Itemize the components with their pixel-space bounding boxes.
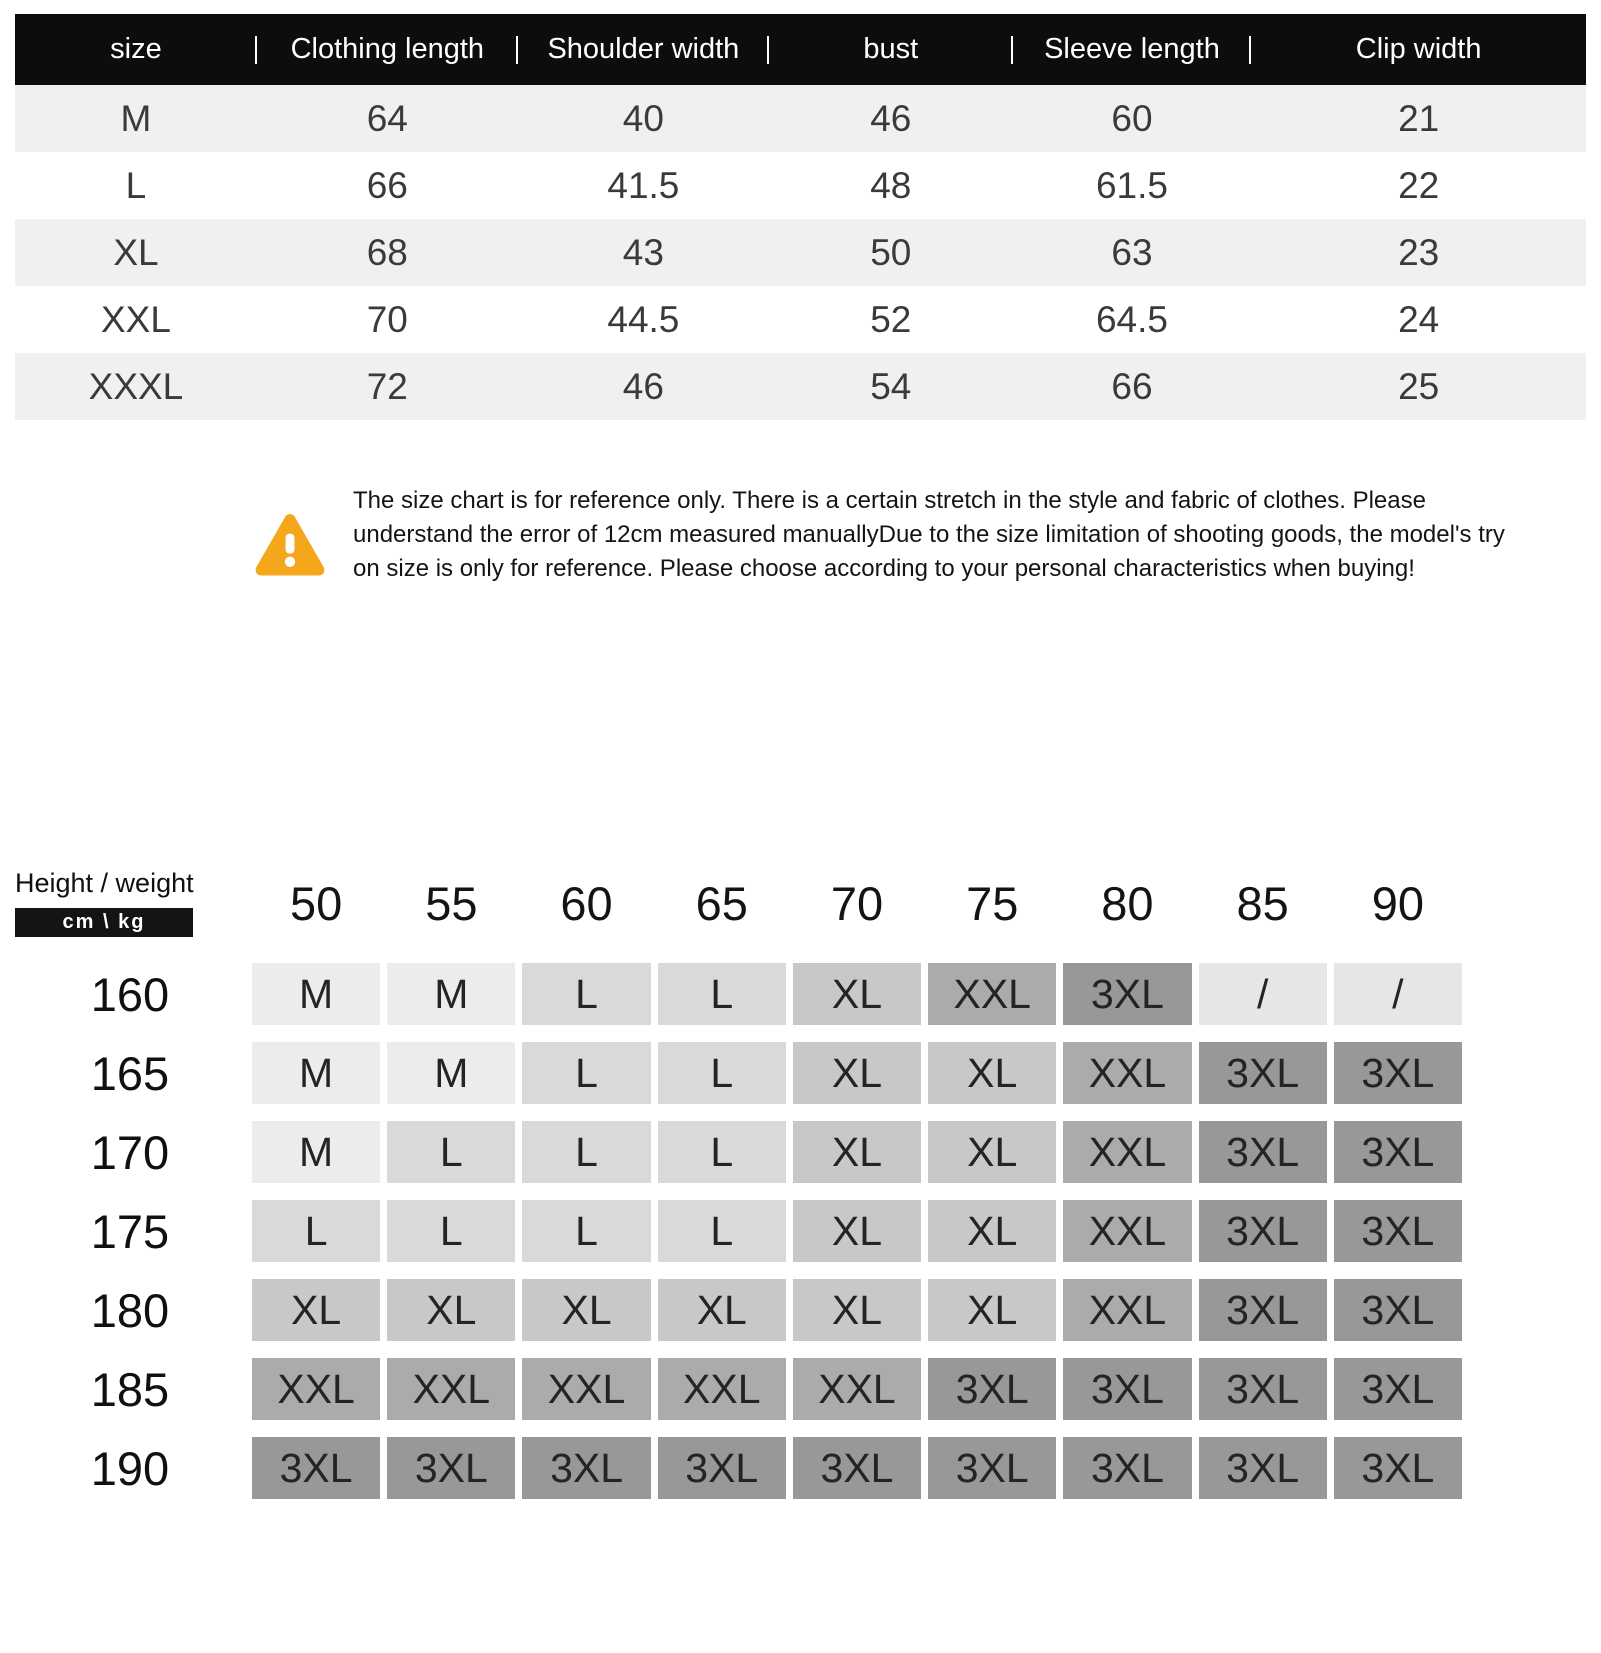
size-table-header-cell: size — [15, 14, 257, 85]
size-recommendation-cell: L — [387, 1121, 515, 1183]
measurement-cell: 64.5 — [1095, 298, 1168, 340]
weight-header-cell: 75 — [966, 876, 1019, 930]
measurement-cell: 60 — [1111, 97, 1153, 139]
size-recommendation-cell: XXL — [522, 1358, 650, 1420]
size-recommendation-cell: 3XL — [1334, 1437, 1462, 1499]
size-table-header-cell: Shoulder width — [518, 14, 769, 85]
measurement-cell: 24 — [1398, 298, 1440, 340]
size-table-row — [15, 152, 1586, 219]
weight-header-cell: 65 — [695, 876, 748, 930]
size-label-cell: XXXL — [88, 365, 184, 407]
height-weight-label: Height / weight — [15, 868, 194, 898]
notice-text: The size chart is for reference only. There is a certain stretch in the style and fabric of clothes. Please understand the error of 12cm measured manuallyDue to the size limitation of shooting goods, the model's try on size is only for reference. Please choose according to your personal characteristics when buying! — [353, 487, 1505, 582]
height-label-cell: 175 — [90, 1204, 170, 1258]
size-recommendation-cell: 3XL — [1199, 1437, 1327, 1499]
size-recommendation-cell: 3XL — [1334, 1121, 1462, 1183]
size-table-header-cell: Sleeve length — [1013, 14, 1252, 85]
measurement-cell: 21 — [1398, 97, 1440, 139]
weight-header-cell: 90 — [1371, 876, 1425, 930]
size-recommendation-cell: L — [522, 1200, 650, 1262]
size-recommendation-cell: XL — [928, 1121, 1056, 1183]
size-recommendation-cell: XL — [387, 1279, 515, 1341]
size-recommendation-cell: 3XL — [522, 1437, 650, 1499]
size-table-header-cell: Clip width — [1355, 33, 1482, 65]
unit-label: cm \ kg — [15, 908, 193, 937]
measurement-cell: 46 — [622, 365, 664, 407]
weight-header-cell: 60 — [560, 876, 613, 930]
measurement-cell: 72 — [366, 365, 408, 407]
measurement-cell: 44.5 — [607, 298, 680, 340]
size-recommendation-cell: XXL — [252, 1358, 380, 1420]
size-recommendation-cell: M — [252, 963, 380, 1025]
size-table-header-row — [15, 14, 1586, 85]
measurement-cell: 50 — [870, 231, 912, 273]
size-table-row — [15, 85, 1586, 152]
height-label-cell: 170 — [90, 1125, 170, 1179]
size-recommendation-cell: L — [522, 1121, 650, 1183]
measurement-cell: 46 — [870, 97, 912, 139]
size-recommendation-cell: L — [658, 1200, 786, 1262]
size-recommendation-cell: L — [387, 1200, 515, 1262]
weight-header-cell: 80 — [1101, 876, 1154, 930]
size-recommendation-cell: 3XL — [1199, 1042, 1327, 1104]
size-recommendation-cell: XXL — [1063, 1121, 1191, 1183]
measurement-cell: 23 — [1398, 231, 1440, 273]
measurement-cell: 48 — [870, 164, 912, 206]
measurement-cell: 64 — [366, 97, 408, 139]
size-label-cell: L — [125, 164, 147, 206]
size-table-header-cell: bust — [769, 14, 1013, 85]
measurement-cell: 43 — [622, 231, 664, 273]
size-recommendation-cell: XL — [793, 1121, 921, 1183]
size-recommendation-cell: XXL — [928, 963, 1056, 1025]
size-recommendation-cell: L — [658, 1042, 786, 1104]
size-recommendation-cell: 3XL — [1199, 1279, 1327, 1341]
size-recommendation-cell: XXL — [387, 1358, 515, 1420]
size-table-row — [15, 286, 1586, 353]
measurement-cell: 70 — [366, 298, 408, 340]
size-label-cell: XXL — [100, 298, 171, 340]
size-recommendation-cell: / — [1199, 963, 1327, 1025]
size-recommendation-cell: 3XL — [1199, 1358, 1327, 1420]
weight-header-cell: 55 — [425, 876, 478, 930]
size-recommendation-cell: XL — [793, 963, 921, 1025]
size-recommendation-cell: XXL — [1063, 1042, 1191, 1104]
measurement-cell: 22 — [1398, 164, 1440, 206]
size-recommendation-cell: 3XL — [658, 1437, 786, 1499]
size-recommendation-cell: 3XL — [928, 1437, 1056, 1499]
size-recommendation-cell: XL — [252, 1279, 380, 1341]
size-recommendation-cell: XL — [793, 1279, 921, 1341]
height-label-cell: 165 — [90, 1046, 170, 1100]
size-recommendation-cell: 3XL — [1199, 1200, 1327, 1262]
measurement-cell: 66 — [366, 164, 408, 206]
notice-section — [253, 484, 1523, 586]
height-label-cell: 185 — [90, 1362, 170, 1416]
size-table-row — [15, 353, 1586, 420]
size-label-cell: M — [120, 97, 152, 139]
measurement-cell: 40 — [622, 97, 664, 139]
size-recommendation-cell: L — [658, 963, 786, 1025]
weight-header-cell: 70 — [830, 876, 884, 930]
size-recommendation-cell: 3XL — [928, 1358, 1056, 1420]
size-recommendation-cell: XL — [658, 1279, 786, 1341]
height-label-cell: 180 — [90, 1283, 170, 1337]
size-recommendation-cell: 3XL — [252, 1437, 380, 1499]
size-recommendation-cell: M — [387, 1042, 515, 1104]
size-table-header-cell: Clothing length — [257, 14, 518, 85]
measurement-cell: 52 — [870, 298, 912, 340]
size-table — [15, 14, 1586, 420]
size-recommendation-cell: M — [252, 1121, 380, 1183]
size-recommendation-cell: XL — [793, 1042, 921, 1104]
size-recommendation-cell: 3XL — [793, 1437, 921, 1499]
size-recommendation-cell: L — [658, 1121, 786, 1183]
size-recommendation-cell: M — [252, 1042, 380, 1104]
matrix-corner — [15, 860, 245, 946]
size-recommendation-cell: XL — [928, 1042, 1056, 1104]
size-recommendation-cell: 3XL — [1063, 1358, 1191, 1420]
height-label-cell: 190 — [90, 1441, 170, 1495]
size-recommendation-cell: 3XL — [1063, 1437, 1191, 1499]
warning-triangle-icon — [253, 510, 327, 584]
size-table-row — [15, 219, 1586, 286]
size-recommendation-cell: L — [252, 1200, 380, 1262]
measurement-cell: 25 — [1398, 365, 1440, 407]
weight-header-cell: 50 — [289, 876, 343, 930]
size-recommendation-cell: 3XL — [1063, 963, 1191, 1025]
measurement-cell: 68 — [366, 231, 408, 273]
size-recommendation-cell: 3XL — [387, 1437, 515, 1499]
size-recommendation-cell: / — [1334, 963, 1462, 1025]
height-weight-matrix — [15, 860, 1462, 1499]
size-recommendation-cell: 3XL — [1334, 1358, 1462, 1420]
weight-header-cell: 85 — [1236, 876, 1289, 930]
measurement-cell: 54 — [870, 365, 912, 407]
size-recommendation-cell: L — [522, 1042, 650, 1104]
size-recommendation-cell: XXL — [793, 1358, 921, 1420]
size-recommendation-cell: L — [522, 963, 650, 1025]
size-recommendation-cell: 3XL — [1334, 1042, 1462, 1104]
size-recommendation-cell: XL — [522, 1279, 650, 1341]
size-recommendation-cell: XXL — [658, 1358, 786, 1420]
height-label-cell: 160 — [90, 967, 170, 1021]
size-recommendation-cell: 3XL — [1334, 1279, 1462, 1341]
measurement-cell: 41.5 — [607, 164, 680, 206]
size-recommendation-cell: 3XL — [1334, 1200, 1462, 1262]
size-recommendation-cell: XXL — [1063, 1279, 1191, 1341]
size-recommendation-cell: M — [387, 963, 515, 1025]
measurement-cell: 66 — [1111, 365, 1153, 407]
size-recommendation-cell: 3XL — [1199, 1121, 1327, 1183]
measurement-cell: 61.5 — [1095, 164, 1168, 206]
size-recommendation-cell: XXL — [1063, 1200, 1191, 1262]
measurement-cell: 63 — [1111, 231, 1153, 273]
size-recommendation-cell: XL — [793, 1200, 921, 1262]
size-recommendation-cell: XL — [928, 1200, 1056, 1262]
size-label-cell: XL — [113, 231, 159, 273]
size-recommendation-cell: XL — [928, 1279, 1056, 1341]
